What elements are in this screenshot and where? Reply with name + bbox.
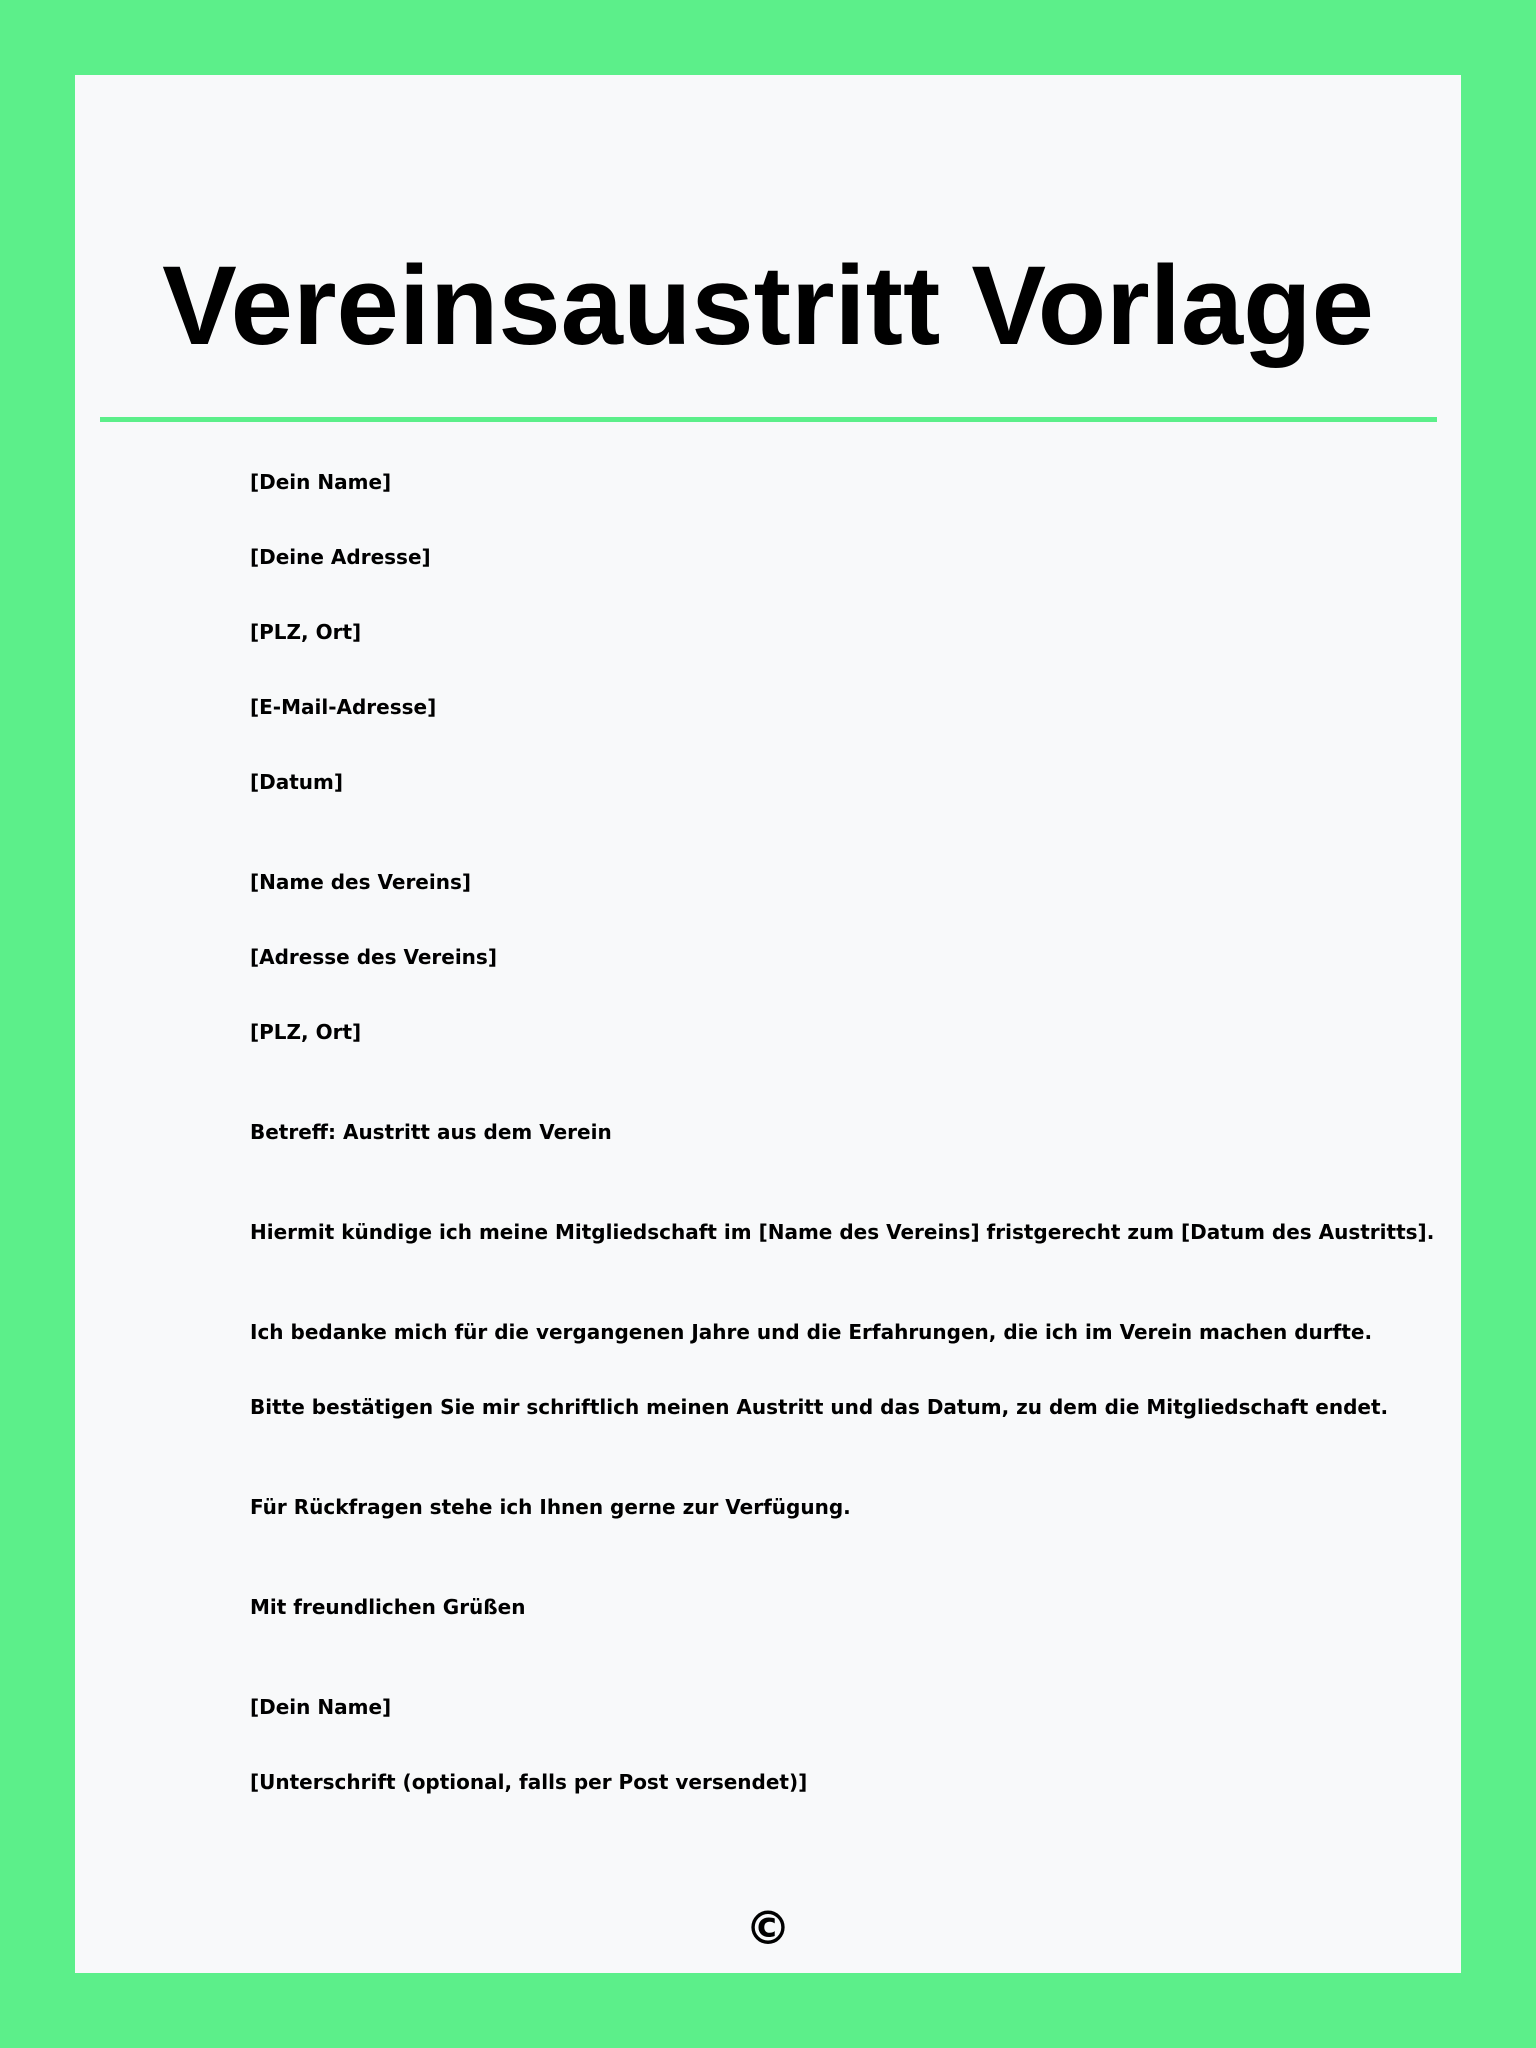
closing-greeting: Mit freundlichen Grüßen xyxy=(250,1595,526,1619)
sender-email: [E-Mail-Adresse] xyxy=(250,695,437,719)
recipient-club-name: [Name des Vereins] xyxy=(250,870,472,894)
signature-note: [Unterschrift (optional, falls per Post versendet)] xyxy=(250,1770,808,1794)
title-divider xyxy=(100,417,1437,422)
recipient-club-address: [Adresse des Vereins] xyxy=(250,945,497,969)
body-confirmation-request: Bitte bestätigen Sie mir schriftlich meinen Austritt und das Datum, zu dem die Mitgliedschaft endet. xyxy=(250,1395,1389,1419)
body-questions: Für Rückfragen stehe ich Ihnen gerne zur Verfügung. xyxy=(250,1495,851,1519)
sender-address: [Deine Adresse] xyxy=(250,545,431,569)
sender-name: [Dein Name] xyxy=(250,470,392,494)
body-thanks: Ich bedanke mich für die vergangenen Jahre und die Erfahrungen, die ich im Verein machen durfte. xyxy=(250,1320,1373,1344)
sender-zip-city: [PLZ, Ort] xyxy=(250,620,362,644)
signature-name: [Dein Name] xyxy=(250,1695,392,1719)
page-title: Vereinsaustritt Vorlage xyxy=(162,243,1374,368)
copyright-icon: © xyxy=(745,1901,791,1955)
subject-line: Betreff: Austritt aus dem Verein xyxy=(250,1120,612,1144)
letter-date: [Datum] xyxy=(250,770,344,794)
recipient-zip-city: [PLZ, Ort] xyxy=(250,1020,362,1044)
body-termination: Hiermit kündige ich meine Mitgliedschaft im [Name des Vereins] fristgerecht zum [Datum des Austritts]. xyxy=(250,1220,1435,1244)
